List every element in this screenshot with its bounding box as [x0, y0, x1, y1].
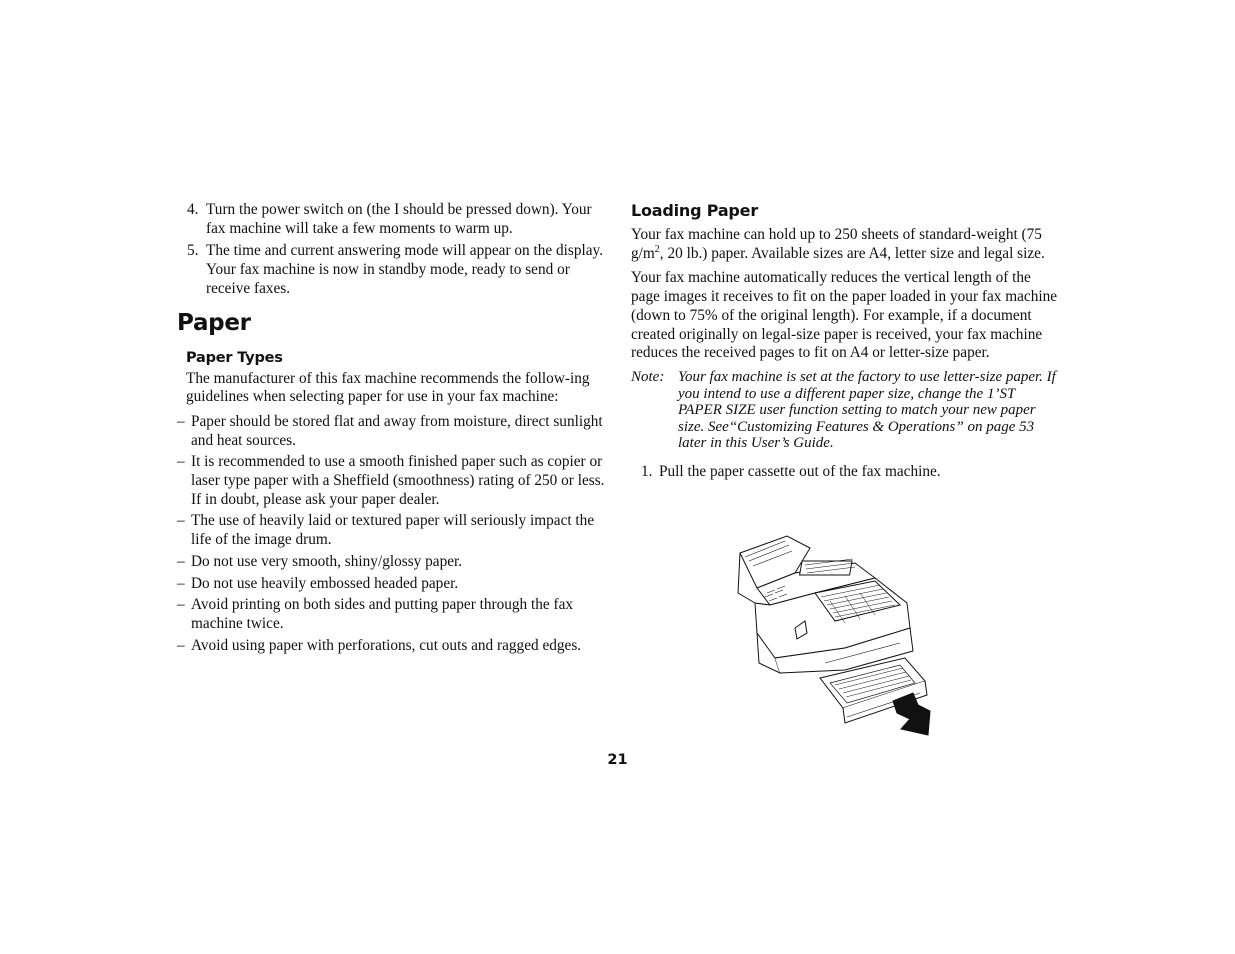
reduction-paragraph: Your fax machine automatically reduces the vertical length of the page images it receives to fit on the paper loaded in your fax machine (down to 75% of the original length). For example, if a document created originally on legal-size paper is received, your fax machine reduces the received pages to fit on A4 or letter-size paper. [631, 269, 1058, 362]
dash-marker: – [177, 596, 185, 614]
dash-marker: – [177, 453, 185, 471]
note-label: Note: [631, 368, 665, 385]
list-item [177, 637, 607, 656]
intro-paragraph: The manufacturer of this fax machine recommends the follow-ing guidelines when selecting paper for use in your fax machine: [186, 369, 590, 406]
list-item-text: It is recommended to use a smooth finished paper such as copier or laser type paper with a Sheffield (smoothness) rating of 250 or less. If in doubt, please ask your paper dealer. [191, 453, 605, 508]
dash-marker: – [177, 512, 185, 530]
list-item-text: Avoid using paper with perforations, cut outs and ragged edges. [191, 636, 582, 654]
dash-marker: – [177, 552, 185, 570]
list-item-text: Do not use very smooth, shiny/glossy paper. [191, 552, 463, 570]
note-text: Your fax machine is set at the factory to use letter-size paper. If you intend to use a different paper size, change the 1’ST PAPER SIZE user function setting to match your new paper size. See“Customizing Features & Operations” on page 53 later in this User’s Guide. [678, 368, 1056, 452]
dash-marker: – [177, 636, 185, 654]
list-item [177, 453, 607, 509]
superscript: 2 [654, 243, 660, 255]
capacity-paragraph [631, 226, 1061, 263]
step-text: Pull the paper cassette out of the fax machine. [659, 462, 941, 480]
list-item [177, 596, 607, 633]
step-5 [177, 242, 607, 298]
capacity-text-a: Your fax machine can hold up to 250 sheets of standard-weight (75 g/m [631, 226, 1042, 262]
step-number: 5. [187, 242, 199, 260]
note [631, 369, 1061, 452]
section-title: Paper [177, 309, 251, 336]
step-number: 4. [187, 201, 199, 218]
loading-paper-title: Loading Paper [631, 201, 759, 220]
list-item-text: Paper should be stored flat and away from moisture, direct sunlight and heat sources. [191, 412, 603, 449]
step-text: The time and current answering mode will appear on the display. Your fax machine is now in standby mode, ready to send or receive faxes. [206, 242, 604, 297]
step-1 [631, 463, 1061, 482]
capacity-text-b: , 20 lb.) paper. Available sizes are A4, letter size and legal size. [659, 244, 1045, 262]
list-item-text: Do not use heavily embossed headed paper. [191, 574, 459, 592]
step-4 [177, 201, 607, 238]
step-number: 1. [641, 462, 653, 480]
dash-marker: – [177, 574, 185, 592]
left-column [177, 201, 607, 658]
dash-marker: – [177, 412, 185, 430]
list-item-text: The use of heavily laid or textured paper will seriously impact the life of the image drum. [191, 512, 595, 549]
list-item [177, 512, 607, 549]
list-item [177, 553, 607, 572]
page-number: 21 [607, 752, 628, 768]
list-item [177, 575, 607, 594]
subsection-title: Paper Types [186, 349, 283, 366]
fax-machine-illustration [735, 533, 935, 737]
list-item-text: Avoid printing on both sides and putting paper through the fax machine twice. [191, 596, 574, 632]
list-item [177, 413, 607, 450]
right-column [631, 201, 1061, 482]
step-text: Turn the power switch on (the I should be pressed down). Your fax machine will take a few moments to warm up. [206, 201, 592, 237]
